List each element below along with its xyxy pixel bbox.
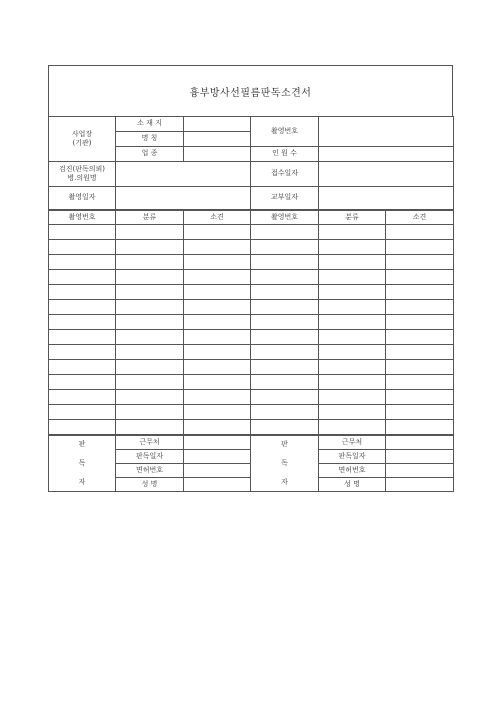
result-cell[interactable] [251, 255, 319, 270]
header-classification: 분류 [116, 211, 184, 225]
result-cell[interactable] [386, 300, 454, 315]
result-cell[interactable] [184, 300, 251, 315]
result-row [49, 270, 454, 285]
result-cell[interactable] [49, 240, 116, 255]
personnel-value[interactable] [319, 147, 454, 162]
result-cell[interactable] [319, 330, 386, 345]
result-row [49, 240, 454, 255]
result-cell[interactable] [116, 255, 184, 270]
result-cell[interactable] [386, 285, 454, 300]
result-row [49, 420, 454, 435]
result-cell[interactable] [116, 345, 184, 360]
result-row [49, 225, 454, 240]
result-cell[interactable] [386, 270, 454, 285]
result-cell[interactable] [251, 375, 319, 390]
reading-date-label: 판독일자 [116, 450, 184, 464]
result-row [49, 315, 454, 330]
personnel-label: 인 원 수 [251, 147, 319, 162]
result-cell[interactable] [116, 405, 184, 420]
photo-number-value[interactable] [319, 117, 454, 147]
reading-date-label: 판독일자 [319, 450, 386, 464]
result-cell[interactable] [184, 225, 251, 240]
result-cell[interactable] [116, 315, 184, 330]
result-cell[interactable] [116, 375, 184, 390]
result-cell[interactable] [319, 345, 386, 360]
result-cell[interactable] [386, 345, 454, 360]
result-row [49, 390, 454, 405]
result-cell[interactable] [386, 255, 454, 270]
result-cell[interactable] [49, 345, 116, 360]
result-cell[interactable] [319, 405, 386, 420]
result-cell[interactable] [319, 240, 386, 255]
result-cell[interactable] [49, 270, 116, 285]
result-cell[interactable] [319, 360, 386, 375]
photo-number-label: 촬영번호 [251, 117, 319, 147]
result-cell[interactable] [319, 315, 386, 330]
result-cell[interactable] [319, 300, 386, 315]
result-cell[interactable] [319, 285, 386, 300]
result-cell[interactable] [49, 375, 116, 390]
result-cell[interactable] [184, 360, 251, 375]
result-cell[interactable] [116, 270, 184, 285]
result-cell[interactable] [386, 390, 454, 405]
result-cell[interactable] [49, 360, 116, 375]
result-row [49, 375, 454, 390]
result-row [49, 255, 454, 270]
result-cell[interactable] [386, 360, 454, 375]
result-cell[interactable] [251, 330, 319, 345]
result-cell[interactable] [184, 345, 251, 360]
result-cell[interactable] [184, 285, 251, 300]
result-cell[interactable] [319, 270, 386, 285]
name-label: 명 칭 [116, 132, 184, 147]
reader-name-label: 성 명 [319, 478, 386, 492]
result-row [49, 285, 454, 300]
result-cell[interactable] [251, 270, 319, 285]
result-cell[interactable] [251, 315, 319, 330]
result-cell[interactable] [49, 300, 116, 315]
result-cell[interactable] [386, 240, 454, 255]
result-cell[interactable] [49, 225, 116, 240]
result-cell[interactable] [49, 330, 116, 345]
result-cell[interactable] [184, 405, 251, 420]
result-cell[interactable] [386, 315, 454, 330]
result-cell[interactable] [251, 390, 319, 405]
result-row [49, 405, 454, 420]
header-findings: 소견 [386, 211, 454, 225]
license-number-label: 면허번호 [319, 464, 386, 478]
receipt-date-value[interactable] [319, 162, 454, 187]
license-number-value[interactable] [184, 464, 251, 478]
result-cell[interactable] [251, 345, 319, 360]
license-number-value[interactable] [386, 464, 454, 478]
industry-label: 업 종 [116, 147, 184, 162]
results-table [48, 210, 454, 435]
result-cell[interactable] [184, 270, 251, 285]
result-cell[interactable] [49, 315, 116, 330]
result-cell[interactable] [184, 255, 251, 270]
result-cell[interactable] [116, 390, 184, 405]
result-cell[interactable] [251, 240, 319, 255]
result-cell[interactable] [251, 285, 319, 300]
result-cell[interactable] [49, 390, 116, 405]
results-header-row [49, 211, 454, 225]
result-cell[interactable] [319, 255, 386, 270]
header-classification: 분류 [319, 211, 386, 225]
result-cell[interactable] [251, 300, 319, 315]
result-cell[interactable] [49, 405, 116, 420]
result-cell[interactable] [116, 285, 184, 300]
result-cell[interactable] [116, 420, 184, 435]
workplace-field-label: 근무처 [116, 436, 184, 450]
receipt-date-label: 접수일자 [251, 162, 319, 187]
workplace-field-value[interactable] [386, 436, 454, 450]
result-row [49, 330, 454, 345]
reader-table [48, 435, 454, 492]
result-cell[interactable] [251, 225, 319, 240]
result-cell[interactable] [319, 390, 386, 405]
result-cell[interactable] [184, 240, 251, 255]
photo-date-label: 촬영일자 [49, 187, 116, 210]
name-value[interactable] [184, 132, 251, 147]
result-cell[interactable] [251, 420, 319, 435]
checkup-hospital-label: 검진(판독의뢰) 병.의원명 [49, 162, 116, 187]
result-cell[interactable] [116, 240, 184, 255]
result-row [49, 360, 454, 375]
reader-name-label: 성 명 [116, 478, 184, 492]
result-cell[interactable] [386, 330, 454, 345]
result-row [49, 300, 454, 315]
reader-label-left: 판 독 자 [49, 436, 116, 492]
result-cell[interactable] [386, 405, 454, 420]
industry-value[interactable] [184, 147, 251, 162]
workplace-field-label: 근무처 [319, 436, 386, 450]
reading-date-value[interactable] [184, 450, 251, 464]
reader-name-value[interactable] [386, 478, 454, 492]
reader-label-right: 판 독 자 [251, 436, 319, 492]
result-cell[interactable] [184, 390, 251, 405]
result-cell[interactable] [116, 330, 184, 345]
license-number-label: 면허번호 [116, 464, 184, 478]
photo-date-value[interactable] [116, 187, 251, 210]
result-cell[interactable] [251, 360, 319, 375]
result-cell[interactable] [49, 420, 116, 435]
workplace-field-value[interactable] [184, 436, 251, 450]
result-cell[interactable] [116, 300, 184, 315]
result-cell[interactable] [116, 360, 184, 375]
result-cell[interactable] [116, 225, 184, 240]
header-findings: 소견 [184, 211, 251, 225]
issue-date-label: 교부일자 [251, 187, 319, 210]
result-cell[interactable] [184, 315, 251, 330]
location-value[interactable] [184, 117, 251, 132]
result-cell[interactable] [319, 375, 386, 390]
result-cell[interactable] [319, 225, 386, 240]
form-title: 흉부방사선필름판독소견서 [48, 65, 453, 116]
checkup-hospital-value[interactable] [116, 162, 251, 187]
result-cell[interactable] [184, 330, 251, 345]
result-cell[interactable] [184, 375, 251, 390]
result-cell[interactable] [184, 420, 251, 435]
reading-date-value[interactable] [386, 450, 454, 464]
reader-name-value[interactable] [184, 478, 251, 492]
result-cell[interactable] [386, 375, 454, 390]
result-cell[interactable] [319, 420, 386, 435]
result-cell[interactable] [49, 285, 116, 300]
header-photo-number: 촬영번호 [49, 211, 116, 225]
chest-xray-reading-form [48, 65, 453, 492]
result-cell[interactable] [49, 255, 116, 270]
info-table [48, 116, 454, 210]
result-row [49, 345, 454, 360]
result-cell[interactable] [386, 420, 454, 435]
result-cell[interactable] [386, 225, 454, 240]
result-cell[interactable] [251, 405, 319, 420]
workplace-label: 사업장 (기관) [49, 117, 116, 162]
issue-date-value[interactable] [319, 187, 454, 210]
location-label: 소 재 지 [116, 117, 184, 132]
header-photo-number: 촬영번호 [251, 211, 319, 225]
